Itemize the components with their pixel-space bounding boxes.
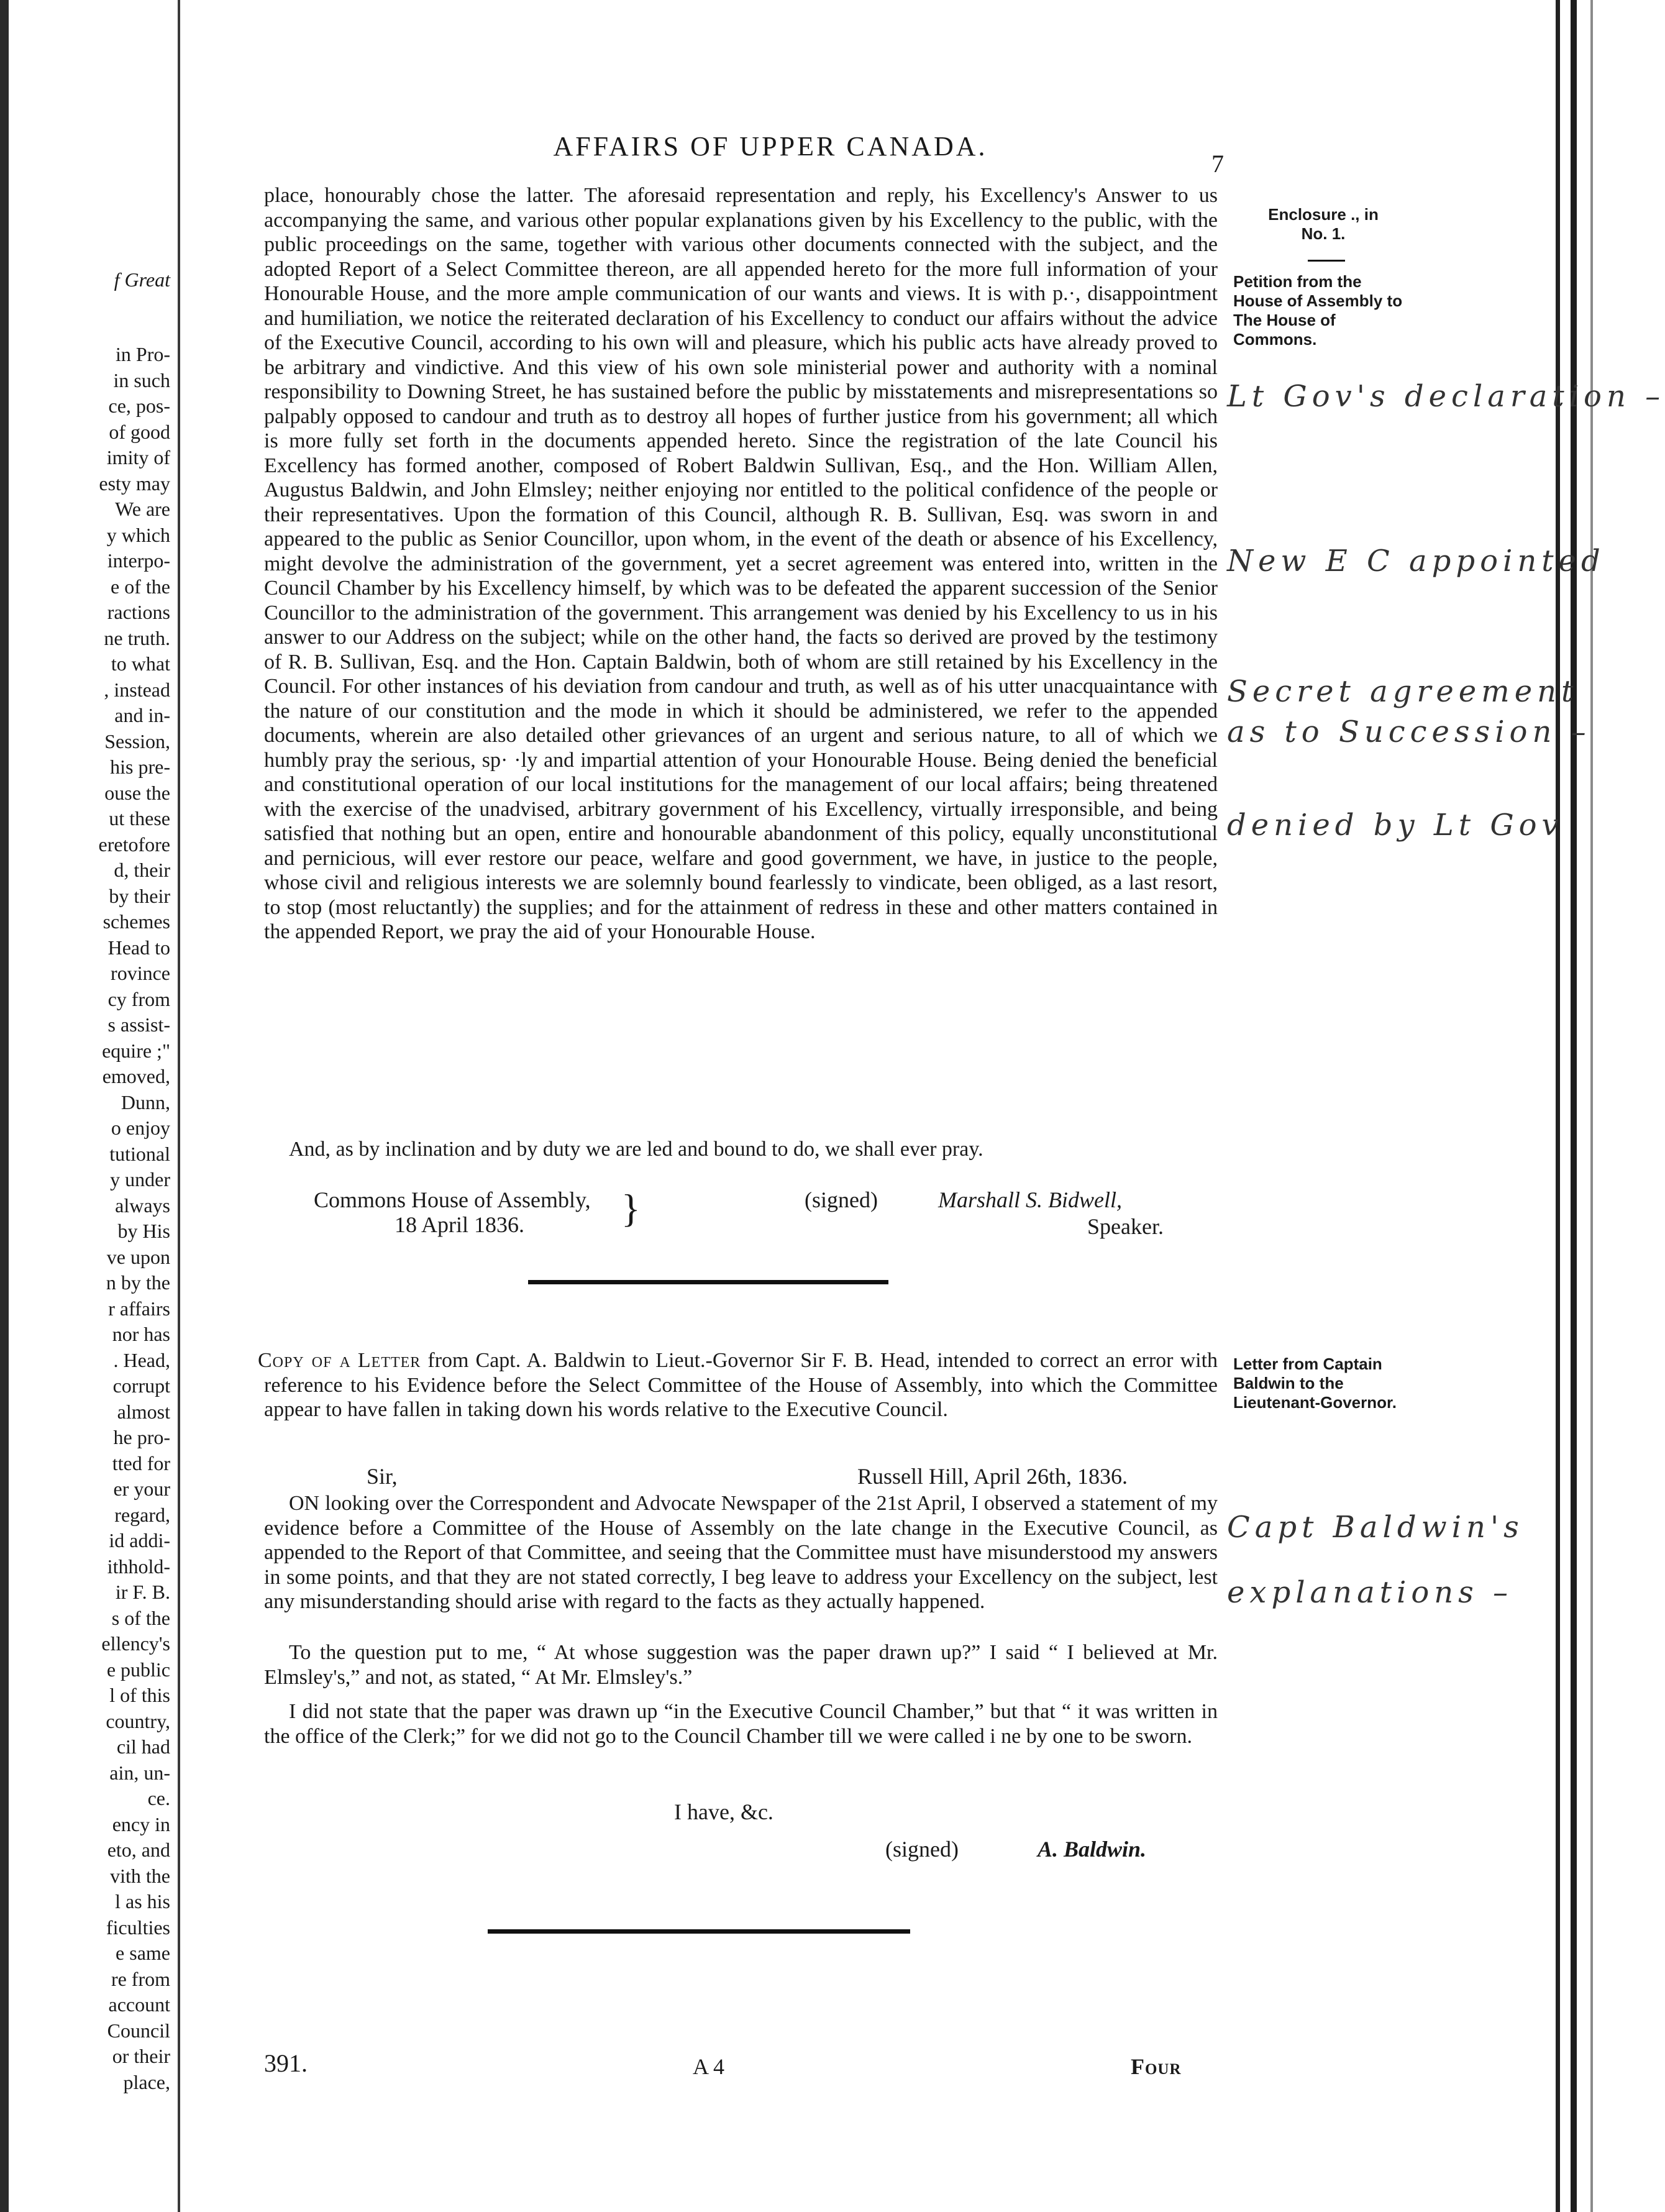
left-fragment-line: equire ;" — [102, 1039, 170, 1062]
left-fragment-line: ain, un- — [109, 1761, 170, 1784]
left-fragment-line: emoved, — [102, 1065, 170, 1087]
left-fragment-line: regard, — [114, 1503, 170, 1526]
left-fragment-line: in Pro- — [116, 343, 170, 365]
page-gutter — [178, 0, 180, 2212]
petition-signed: (signed) — [805, 1187, 878, 1212]
scan-left-shadow — [0, 0, 9, 2212]
left-fragment-line: Head to — [107, 936, 170, 959]
left-fragment-line: corrupt — [112, 1374, 170, 1397]
scan-right-edge — [1553, 0, 1615, 2212]
left-fragment-line: ce, pos- — [108, 395, 170, 417]
handwritten-note: denied by Lt Gov — [1227, 808, 1564, 843]
left-fragment-line: er your — [113, 1478, 170, 1500]
handwritten-note: explanations – — [1227, 1575, 1513, 1610]
handwritten-note: Capt Baldwin's — [1227, 1510, 1524, 1545]
left-fragment-line: e public — [106, 1658, 170, 1681]
left-fragment-line: s assist- — [107, 1013, 170, 1036]
left-fragment-line: almost — [117, 1400, 170, 1423]
left-fragment-line: vith the — [110, 1864, 170, 1887]
petition-margin-title: Petition from the House of Assembly to The House of Commons. — [1233, 272, 1403, 349]
left-fragment-line: cil had — [116, 1735, 170, 1758]
left-fragment-line: ne truth. — [104, 626, 170, 649]
left-fragment-line: ut these — [109, 807, 170, 830]
left-fragment-line: in such — [113, 368, 170, 391]
letter-heading-letter: Letter — [357, 1349, 421, 1372]
letter-heading-prefix: Copy of a — [258, 1349, 351, 1372]
footer-number: 391. — [264, 2049, 308, 2077]
letter-para-2: To the question put to me, “ At whose suggestion was the paper drawn up?” I said “ I believed at Mr. Elmsley's,” and not, as stated, “ At Mr. Elmsley's.” — [264, 1641, 1218, 1689]
left-fragment-line: d, their — [114, 859, 170, 881]
petition-signer: Marshall S. Bidwell, — [938, 1187, 1122, 1212]
left-fragment-line: ouse the — [104, 781, 170, 804]
footer-catchword: Four — [1131, 2054, 1182, 2079]
section-rule — [488, 1929, 910, 1934]
left-fragment-line: or their — [112, 2045, 170, 2067]
section-rule — [528, 1280, 888, 1284]
left-fragment-line: ithhold- — [107, 1555, 170, 1578]
left-fragment-line: of good — [109, 420, 170, 443]
left-fragment-line: to what — [111, 652, 170, 675]
left-fragment-line: ir F. B. — [115, 1581, 170, 1603]
left-fragment-line: esty may — [99, 472, 170, 495]
petition-body — [264, 183, 1218, 1146]
left-fragment-line: y which — [106, 523, 170, 546]
handwritten-note: New E C appointed — [1227, 544, 1605, 578]
left-fragment-line: ency in — [112, 1812, 170, 1835]
left-fragment-line: schemes — [103, 910, 170, 933]
petition-closing: And, as by inclination and by duty we are led and bound to do, we shall ever pray. — [289, 1138, 983, 1161]
left-fragment-line: ellency's — [101, 1632, 170, 1655]
scan-edge-line — [1556, 0, 1560, 2212]
left-fragment-line: Council — [107, 2019, 170, 2042]
left-fragment-line: rovince — [111, 962, 170, 984]
left-fragment-line: , instead — [104, 678, 170, 701]
enclosure-note: Enclosure ., in No. 1. — [1268, 205, 1379, 243]
letter-dateline: Russell Hill, April 26th, 1836. — [857, 1464, 1128, 1489]
left-fragment-line: Dunn, — [121, 1090, 170, 1113]
left-fragment-line: s of the — [111, 1606, 170, 1629]
handwritten-note: as to Succession – — [1227, 715, 1591, 749]
left-fragment-line: y under — [110, 1168, 170, 1191]
page-number: 7 — [1211, 150, 1224, 178]
scan-edge-line — [1590, 0, 1593, 2212]
left-fragment-line: he pro- — [113, 1426, 170, 1448]
left-fragment-line: id addi- — [109, 1529, 170, 1552]
left-fragment-line: interpo- — [107, 549, 170, 572]
left-fragment-line: by His — [117, 1220, 170, 1242]
petition-signer-title: Speaker. — [1087, 1214, 1164, 1239]
left-fragment-line: e of the — [111, 575, 170, 598]
left-fragment-line: l as his — [115, 1890, 170, 1913]
left-fragment-line: eretofore — [98, 833, 170, 856]
left-fragment-line: ractions — [107, 601, 170, 623]
left-fragment-line: his pre- — [110, 756, 170, 778]
letter-heading — [258, 1348, 1218, 1422]
left-fragment-line: re from — [111, 1967, 170, 1990]
left-fragment-line: Session, — [104, 729, 170, 752]
left-fragment-line: account — [108, 1993, 170, 2016]
petition-date: 18 April 1836. — [395, 1212, 525, 1237]
letter-closing: I have, &c. — [674, 1799, 773, 1824]
footer-signature-mark: A 4 — [693, 2054, 725, 2079]
brace: } — [621, 1186, 641, 1230]
handwritten-note: Secret agreement — [1227, 674, 1579, 709]
left-fragment-line: e same — [116, 1942, 170, 1964]
petition-place: Commons House of Assembly, — [314, 1187, 591, 1212]
left-fragment-line: always — [115, 1194, 170, 1217]
left-fragment-line: by their — [109, 884, 170, 907]
left-fragment-line: We are — [115, 498, 170, 520]
left-fragment-line: ve upon — [106, 1245, 170, 1268]
letter-para-1: ON looking over the Correspondent and Advocate Newspaper of the 21st April, I observed a statement of my evidence before a Committee of the House of Assembly on the late change in the Executive Council, as appended to the Report of that Committee, and seeing that the Committee must have misunderstood my answers in some points, and that they are not stated correctly, I beg leave to address your Excellency on the subject, lest any misunderstanding should arise with regard to the facts as they actually happened. — [264, 1492, 1218, 1613]
letter-signer: A. Baldwin. — [1038, 1837, 1147, 1862]
left-fragment-line: n by the — [106, 1271, 170, 1294]
petition-text: place, honourably chose the latter. The aforesaid representation and reply, his Excellency's Answer to us accompanying the same, and various other popular explanations given by his Excellency to the public, with the public proceedings on the same, together with various other documents connected with the subject, and the adopted Report of a Select Committee thereon, are all appended hereto for the more full information of your Honourable House, and the more ample communication of our wants and views. It is with p.·, disappointment and humiliation, we notice the reiterated declaration of his Excellency to conduct our affairs without the advice of the Executive Council, according to his own will and pleasure, which his public acts have already proved to be arbitrary and vindictive. And this view of his own sole ministerial power and authority with a nominal responsibility to Downing Street, he has sustained before the public by misstatements and misrepresentations so palpably opposed to candour and truth as to destroy all hopes of further justice from his government; all which is more fully set forth in the documents appended hereto. Since the registration of the late Council his Excellency has formed another, composed of Robert Baldwin Sullivan, Esq., and the Hon. William Allen, Augustus Baldwin, and John Elmsley; neither enjoying nor entitled to the political confidence of the people or their representatives. Upon the formation of this Council, although R. B. Sullivan, Esq. was sworn in and appeared to the public as Senior Councillor, upon whom, in the event of the death or absence of his Excellency, might devolve the administration of the government, yet a secret agreement was entered into, written in the Council Chamber by his Excellency himself, by which was to be defeated the apparent succession of the Senior Councillor to the administration of the government. This arrangement was denied by his Excellency to us in his answer to our Address on the subject; while on the other hand, the facts so derived are proved by the testimony of R. B. Sullivan, Esq. and the Hon. Captain Baldwin, both of whom are still retained by his Excellency in the Council. For other instances of his deviation from candour and truth, as well as of his utter unacquaintance with the nature of our constitution and the mode in which it should be administered, we refer to the appended documents, wherein are also detailed other grievances of an urgent and serious nature, to all of which we humbly pray the serious, sp· ·ly and impartial attention of your Honourable House. Being denied the beneficial and constitutional operation of our local institutions for the management of our local affairs; being threatened with the exercise of the unadvised, arbitrary government of his Excellency, virtually irresponsible, and being satisfied that nothing but an open, entire and honourable abandonment of this policy, equally unconstitutional and pernicious, will ever restore our peace, welfare and good government, we have, in justice to the people, whose civil and religious interests we are solemnly bound fearlessly to vindicate, been obliged, as a last resort, to stop (most reluctantly) the supplies; and for the attainment of redress in these and other matters contained in the appended Report, we pray the aid of your Honourable House. — [264, 184, 1218, 943]
left-fragment-line: imity of — [106, 446, 170, 468]
letter-salutation: Sir, — [367, 1464, 398, 1489]
left-fragment-line: r affairs — [108, 1297, 170, 1320]
left-fragment-line: tutional — [109, 1142, 170, 1165]
left-fragment-line: ficulties — [106, 1916, 170, 1939]
note-rule — [1308, 260, 1345, 262]
left-fragment-line: cy from — [107, 987, 170, 1010]
left-fragment-line: f Great — [114, 268, 170, 291]
left-fragment-line: place, — [123, 2070, 170, 2093]
left-fragment-line: nor has — [112, 1323, 170, 1345]
left-fragment-line: tted for — [112, 1451, 170, 1474]
left-fragment-line: eto, and — [107, 1839, 170, 1861]
letter-margin-title: Letter from Captain Baldwin to the Lieutenant-Governor. — [1233, 1355, 1397, 1412]
left-fragment-line: country, — [106, 1709, 170, 1732]
letter-heading-text: from Capt. A. Baldwin to Lieut.-Governor Sir F. B. Head, intended to correct an error with reference to his Evidence before the Select Committee of the House of Assembly, into which the Committee appear to have fallen in taking down his words relative to the Executive Council. — [264, 1349, 1218, 1421]
left-fragment-line: l of this — [109, 1684, 170, 1706]
letter-signed: (signed) — [885, 1837, 959, 1862]
petition-closing-block — [264, 1137, 1218, 1162]
left-fragment-line: . Head, — [113, 1348, 170, 1371]
letter-para-3: I did not state that the paper was drawn up “in the Executive Council Chamber,” but that “ it was written in the office of the Clerk;” for we did not go to the Council Chamber till we were called i ne by one to be sworn. — [264, 1700, 1218, 1748]
handwritten-note: Lt Gov's declaration – — [1227, 379, 1665, 414]
running-head: AFFAIRS OF UPPER CANADA. — [553, 131, 988, 162]
left-fragment-line: and in- — [114, 704, 170, 726]
left-fragment-line: ce. — [147, 1787, 170, 1809]
left-fragment-line: o enjoy — [111, 1117, 170, 1139]
scan-edge-line — [1571, 0, 1577, 2212]
